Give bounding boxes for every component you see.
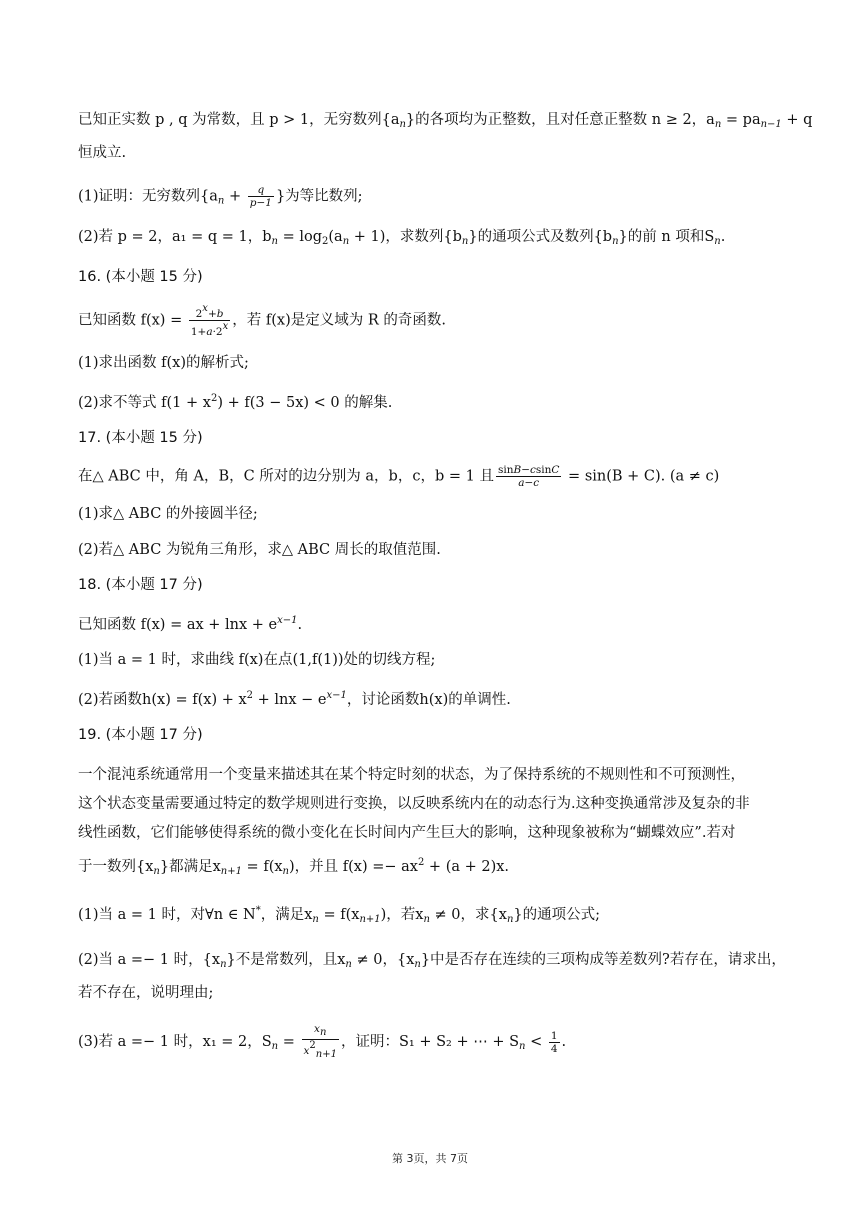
q19-stem: 一个混沌系统通常用一个变量来描述其在某个特定时刻的状态，为了保持系统的不规则性和不可预测性， 这个状态变量需要通过特定的数学规则进行变换，以反映系统内在的动态行为.这种变换通常涉及复杂的非 线性函数，它们能够使得系统的微小变化在长时间内产生巨大的影响，这种现象被称为“蝴蝶效应”.若对 于一数列$\{x_n\}$都满足$x_{n+1} = f(x_n)$，并且 $f(x) =- ax^2 + (a + 2)x$.: [78, 766, 750, 877]
q16-header: 16. (本小题 15 分): [78, 269, 203, 285]
q17-part1: (1)求△ ABC 的外接圆半径;: [78, 506, 258, 522]
q15-stem: 已知正实数 p , q 为常数，且 p > 1，无穷数列$\{a_n\}$的各项均为正整数，且对任意正整数 n ≥ 2，$a_n = pa_{n-1} + q$ 恒成立.: [78, 112, 813, 161]
q19-part3: (3)若 a =− 1 时，x₁ = 2，$S_n$ = $\frac{x_n}{x^2_{n+1}}$ ，证明：S₁ + S₂ + ⋯ + $S_n$ < $\frac{1}{4}$ .: [78, 1023, 567, 1060]
fraction: $\frac{1}{4}$: [550, 1029, 558, 1055]
page-footer: 第 3页，共 7页: [392, 1152, 468, 1165]
q18-header: 18. (本小题 17 分): [78, 577, 203, 593]
q17-header: 17. (本小题 15 分): [78, 430, 203, 446]
q18-stem: 已知函数 f(x) = ax + $\ln x + e^{x-1}$.: [78, 614, 303, 633]
q19-part2: (2)当 a =− 1 时，$\{x_n\}$不是常数列，且$x_n \ne 0$，$\{x_n\}$中是否存在连续的三项构成等差数列?若存在，请求出， 若不存在，说明理由;: [78, 951, 786, 1001]
fraction: $\frac{\sin B-csinC}{a-c}$: [497, 463, 560, 489]
q15-part2: (2)若 p = 2，a₁ = q = 1，$b_n = \log_2(a_n + 1)$，求数列$\{b_n\}$的通项公式及数列$\{b_n\}$的前 n 项和$S_n$.: [78, 228, 726, 247]
q18-part1: (1)当 a = 1 时，求曲线 f(x)在点(1,f(1))处的切线方程;: [78, 652, 436, 668]
fraction: $\frac{x_n}{x^2_{n+1}}$: [303, 1023, 337, 1060]
q17-part2: (2)若△ ABC 为锐角三角形，求△ ABC 周长的取值范围.: [78, 541, 441, 558]
exam-page: [78, 106, 813, 1077]
fraction: $\frac{q}{p-1}$: [249, 183, 272, 209]
q17-stem: 在△ ABC 中，角 A，B，C 所对的边分别为 a，b，c，b = 1 且 $\frac{\sin B-csinC}{a-c}$ = sin(B + C). (a ≠ c): [78, 463, 720, 489]
q16-part1: (1)求出函数 f(x)的解析式;: [78, 355, 249, 371]
q19-header: 19. (本小题 17 分): [78, 727, 203, 743]
q16-stem: 已知函数 f(x) = $\frac{2^x+b}{1+a\cdot 2^x}$ ，若 f(x)是定义域为 R 的奇函数.: [78, 302, 446, 338]
q19-part1: (1)当 a = 1 时，对∀n ∈ N*，满足$x_n = f(x_{n+1})$，若$x_n \ne 0$，求$\{x_n\}$的通项公式;: [78, 905, 601, 925]
fraction: $\frac{2^x+b}{1+a\cdot 2^x}$: [190, 302, 229, 338]
q15-part1: (1)证明：无穷数列{$a_n$ + $\frac{q}{p-1}$ }为等比数列;: [78, 183, 363, 209]
q18-part2: (2)若函数$h(x) = f(x) + x^2 + \ln x - e^{x-1}$，讨论函数h(x)的单调性.: [78, 689, 511, 708]
q16-part2: (2)求不等式 $f(1 + x^2) + f(3 - 5x) < 0$ 的解集.: [78, 392, 393, 411]
